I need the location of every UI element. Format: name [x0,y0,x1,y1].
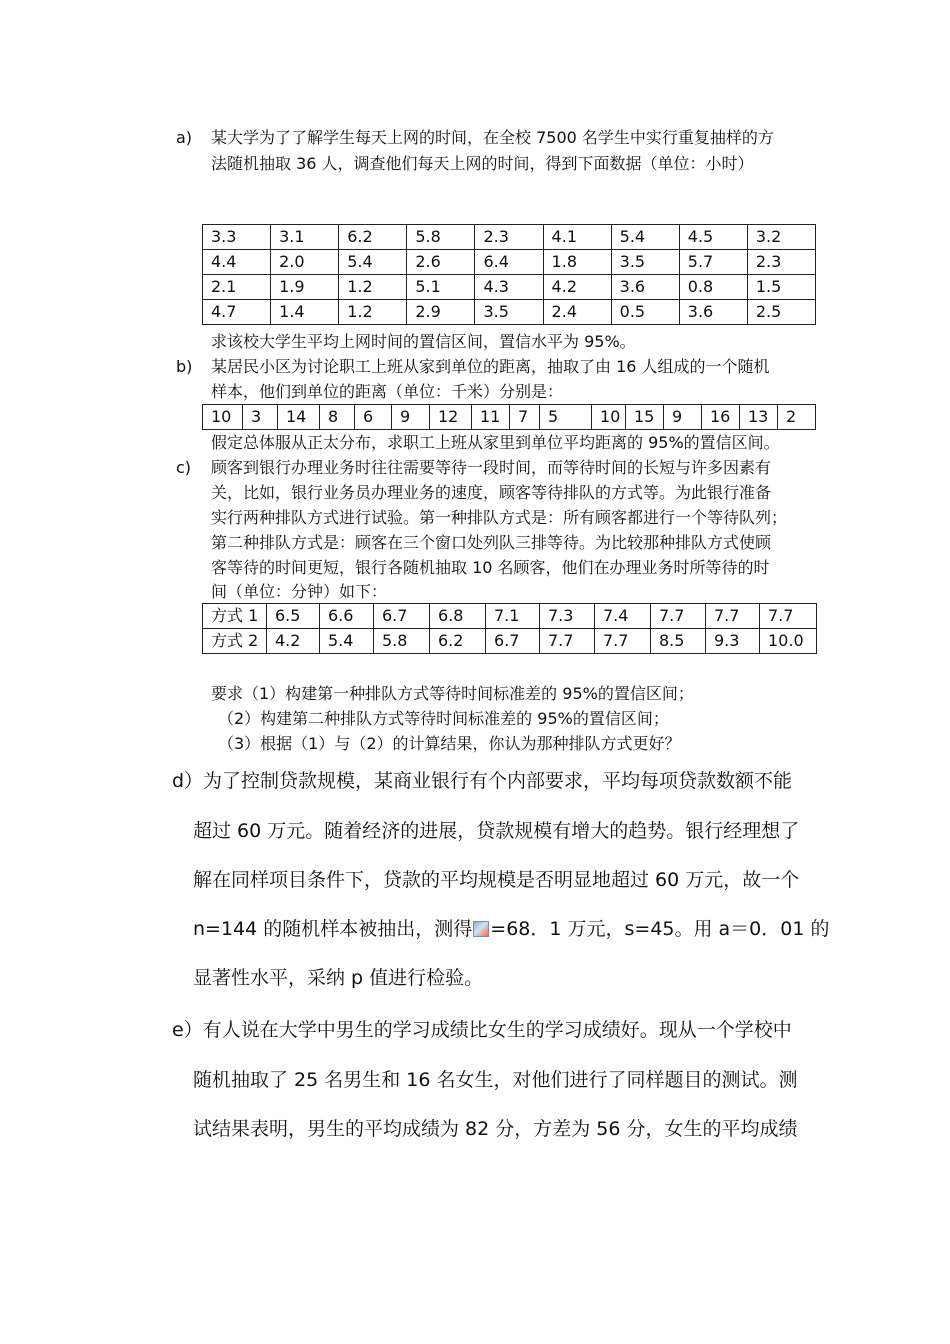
problem-c-requirement-2: （2）构建第二种排队方式等待时间标准差的 95%的置信区间； [218,709,669,728]
table-cell: 14 [278,405,320,430]
table-cell: 1.2 [339,300,407,325]
problem-c-label: c) [176,458,192,477]
problem-c-line-3: 实行两种排队方式进行试验。第一种排队方式是：所有顾客都进行一个等待队列； [211,508,788,527]
table-row [203,225,816,250]
table-cell: 4.2 [543,275,611,300]
table-cell: 6.7 [374,604,430,629]
table-cell: 2.3 [747,250,815,275]
problem-c-line-6: 间（单位：分钟）如下： [211,582,388,601]
table-cell: 2.5 [747,300,815,325]
table-cell: 5.1 [407,275,475,300]
table-cell: 9.3 [706,629,760,654]
table-row [203,629,817,654]
table-cell: 4.5 [679,225,747,250]
table-cell: 16 [702,405,740,430]
problem-c-line-2: 关，比如，银行业务员办理业务的速度，顾客等待排队的方式等。为此银行准备 [211,483,772,502]
table-cell: 6.8 [430,604,486,629]
problem-e-line-2: 随机抽取了 25 名男生和 16 名女生，对他们进行了同样题目的测试。测 [193,1069,798,1091]
table-cell: 9 [392,405,430,430]
table-cell: 2.6 [407,250,475,275]
problem-d-line-2: 超过 60 万元。随着经济的进展，贷款规模有增大的趋势。银行经理想了 [193,820,800,842]
table-cell: 4.1 [543,225,611,250]
problem-c-line-5: 客等待的时间更短，银行各随机抽取 10 名顾客，他们在办理业务时所等待的时 [211,558,770,577]
table-cell: 7.1 [486,604,540,629]
problem-c-line-1: 顾客到银行办理业务时往往需要等待一段时间，而等待时间的长短与许多因素有 [211,458,772,477]
table-cell: 2.4 [543,300,611,325]
table-cell: 7.7 [760,604,817,629]
problem-c-requirement-1: 要求（1）构建第一种排队方式等待时间标准差的 95%的置信区间； [211,684,694,703]
table-cell: 3.6 [611,275,679,300]
table-cell: 5 [540,405,592,430]
problem-b-label: b) [176,357,193,376]
table-cell: 7.3 [540,604,595,629]
problem-c-line-4: 第二种排队方式是：顾客在三个窗口处列队三排等待。为比较那种排队方式使顾 [211,533,772,552]
problem-d-line-4-start: n=144 的随机样本被抽出，测得 [193,918,473,940]
problem-a-line-2: 法随机抽取 36 人，调查他们每天上网的时间，得到下面数据（单位：小时） [211,154,754,173]
table-cell: 0.8 [679,275,747,300]
problem-a-table [202,224,816,325]
table-row [203,300,816,325]
table-cell: 8 [320,405,355,430]
table-cell: 10.0 [760,629,817,654]
table-cell: 3.2 [747,225,815,250]
problem-d-line-5: 显著性水平，采纳 p 值进行检验。 [193,967,484,989]
table-cell: 10 [592,405,626,430]
table-cell: 5.8 [374,629,430,654]
problem-a-label: a) [176,128,193,147]
table-cell: 6 [355,405,392,430]
table-cell: 6.6 [320,604,374,629]
problem-d-line-1: d）为了控制贷款规模，某商业银行有个内部要求，平均每项贷款数额不能 [172,770,793,792]
table-cell: 5.4 [320,629,374,654]
problem-e-line-1: e）有人说在大学中男生的学习成绩比女生的学习成绩好。现从一个学校中 [172,1019,792,1041]
table-cell: 方式 2 [203,629,267,654]
table-cell: 2 [778,405,816,430]
problem-a-question: 求该校大学生平均上网时间的置信区间，置信水平为 95%。 [211,332,636,351]
table-cell: 6.2 [430,629,486,654]
table-row [203,250,816,275]
table-cell: 15 [626,405,664,430]
table-cell: 7.7 [540,629,595,654]
table-row [203,604,817,629]
table-cell: 3.6 [679,300,747,325]
problem-d-line-3: 解在同样项目条件下，贷款的平均规模是否明显地超过 60 万元，故一个 [193,869,800,891]
table-cell: 6.7 [486,629,540,654]
table-cell: 1.8 [543,250,611,275]
problem-c-table [202,603,817,654]
table-cell: 3.1 [271,225,339,250]
table-cell: 0.5 [611,300,679,325]
table-cell: 1.9 [271,275,339,300]
problem-e-line-3: 试结果表明，男生的平均成绩为 82 分，方差为 56 分，女生的平均成绩 [193,1118,798,1140]
table-cell: 3.3 [203,225,271,250]
table-cell: 4.4 [203,250,271,275]
problem-d-line-4-end: =68．1 万元，s=45。用 a＝0．01 的 [490,918,830,940]
table-cell: 12 [430,405,472,430]
problem-a-line-1: 某大学为了了解学生每天上网的时间，在全校 7500 名学生中实行重复抽样的方 [211,128,774,147]
problem-b-line-2: 样本，他们到单位的距离（单位：千米）分别是： [211,382,564,401]
problem-b-question: 假定总体服从正太分布，求职工上班从家里到单位平均距离的 95%的置信区间。 [211,433,780,452]
table-cell: 7.7 [595,629,651,654]
table-cell: 5.8 [407,225,475,250]
table-cell: 5.4 [611,225,679,250]
problem-b-table [202,404,816,430]
table-cell: 2.0 [271,250,339,275]
table-cell: 8.5 [651,629,706,654]
table-cell: 方式 1 [203,604,267,629]
table-cell: 7.7 [706,604,760,629]
sample-mean-symbol-icon [473,921,489,937]
table-cell: 1.2 [339,275,407,300]
table-cell: 7.7 [651,604,706,629]
table-cell: 1.4 [271,300,339,325]
table-row [203,275,816,300]
problem-c-requirement-3: （3）根据（1）与（2）的计算结果，你认为那种排队方式更好？ [218,734,681,753]
table-cell: 6.5 [267,604,320,629]
table-cell: 2.1 [203,275,271,300]
problem-d-line-4 [193,917,830,941]
table-cell: 2.9 [407,300,475,325]
table-cell: 6.2 [339,225,407,250]
table-cell: 5.7 [679,250,747,275]
table-cell: 10 [203,405,243,430]
table-cell: 13 [740,405,778,430]
table-cell: 6.4 [475,250,543,275]
table-cell: 7.4 [595,604,651,629]
problem-b-line-1: 某居民小区为讨论职工上班从家到单位的距离，抽取了由 16 人组成的一个随机 [211,357,770,376]
table-cell: 11 [472,405,510,430]
table-cell: 4.3 [475,275,543,300]
table-cell: 3 [243,405,278,430]
table-cell: 4.7 [203,300,271,325]
table-cell: 1.5 [747,275,815,300]
table-cell: 3.5 [475,300,543,325]
table-row [203,405,816,430]
table-cell: 9 [664,405,702,430]
table-cell: 4.2 [267,629,320,654]
table-cell: 5.4 [339,250,407,275]
table-cell: 2.3 [475,225,543,250]
table-cell: 3.5 [611,250,679,275]
table-cell: 7 [510,405,540,430]
